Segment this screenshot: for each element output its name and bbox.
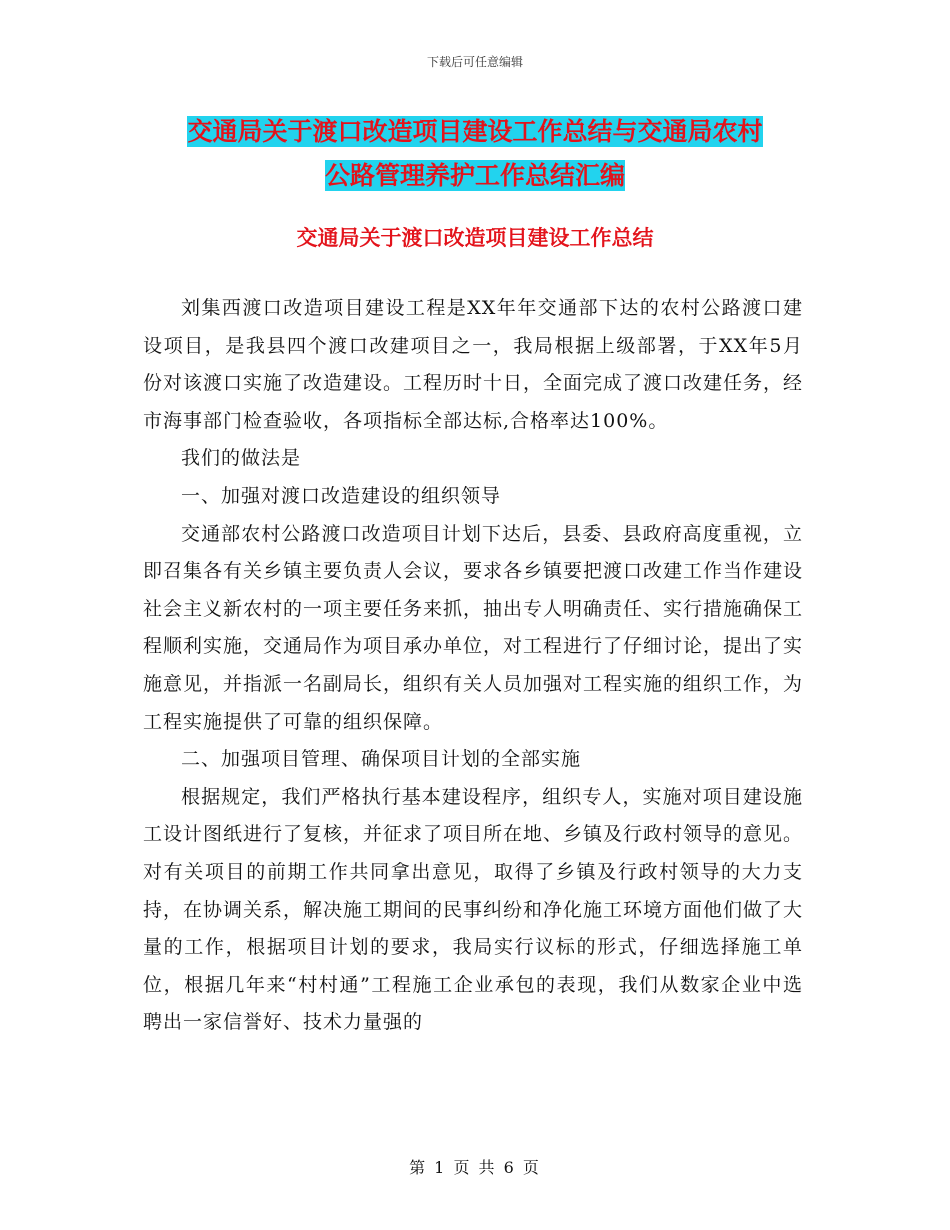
document-main-title [120,110,830,198]
paragraph: 刘集西渡口改造项目建设工程是XX年年交通部下达的农村公路渡口建设项目，是我县四个渡口改建项目之一，我局根据上级部署，于XX年5月份对该渡口实施了改造建设。工程历时十日，全面完成了渡口改建任务，经市海事部门检查验收，各项指标全部达标,合格率达100%。 [143,297,804,432]
document-body [143,290,803,1042]
header-note: 下载后可任意编辑 [426,55,523,69]
main-title-line-1: 交通局关于渡口改造项目建设工作总结与交通局农村 [187,117,763,146]
section-heading: 一、加强对渡口改造建设的组织领导 [181,484,502,507]
paragraph: 我们的做法是 [181,447,302,470]
paragraph: 交通部农村公路渡口改造项目计划下达后，县委、县政府高度重视，立即召集各有关乡镇主要负责人会议，要求各乡镇要把渡口改建工作当作建设社会主义新农村的一项主要任务来抓，抽出专人明确责任、实行措施确保工程顺利实施，交通局作为项目承办单位，对工程进行了仔细讨论，提出了实施意见，并指派一名副局长，组织有关人员加强对工程实施的组织工作，为工程实施提供了可靠的组织保障。 [143,522,804,733]
page-number-footer: 第 1 页 共 6 页 [409,1158,541,1177]
section-title: 交通局关于渡口改造项目建设工作总结 [296,226,654,250]
section-heading: 二、加强项目管理、确保项目计划的全部实施 [181,748,582,771]
paragraph: 根据规定，我们严格执行基本建设程序，组织专人，实施对项目建设施工设计图纸进行了复核，并征求了项目所在地、乡镇及行政村领导的意见。对有关项目的前期工作共同拿出意见，取得了乡镇及行政村领导的大力支持，在协调关系，解决施工期间的民事纠纷和净化施工环境方面他们做了大量的工作，根据项目计划的要求，我局实行议标的形式，仔细选择施工单位，根据几年来“村村通”工程施工企业承包的表现，我们从数家企业中选聘出一家信誉好、技术力量强的 [143,785,804,1034]
main-title-line-2: 公路管理养护工作总结汇编 [324,161,625,190]
